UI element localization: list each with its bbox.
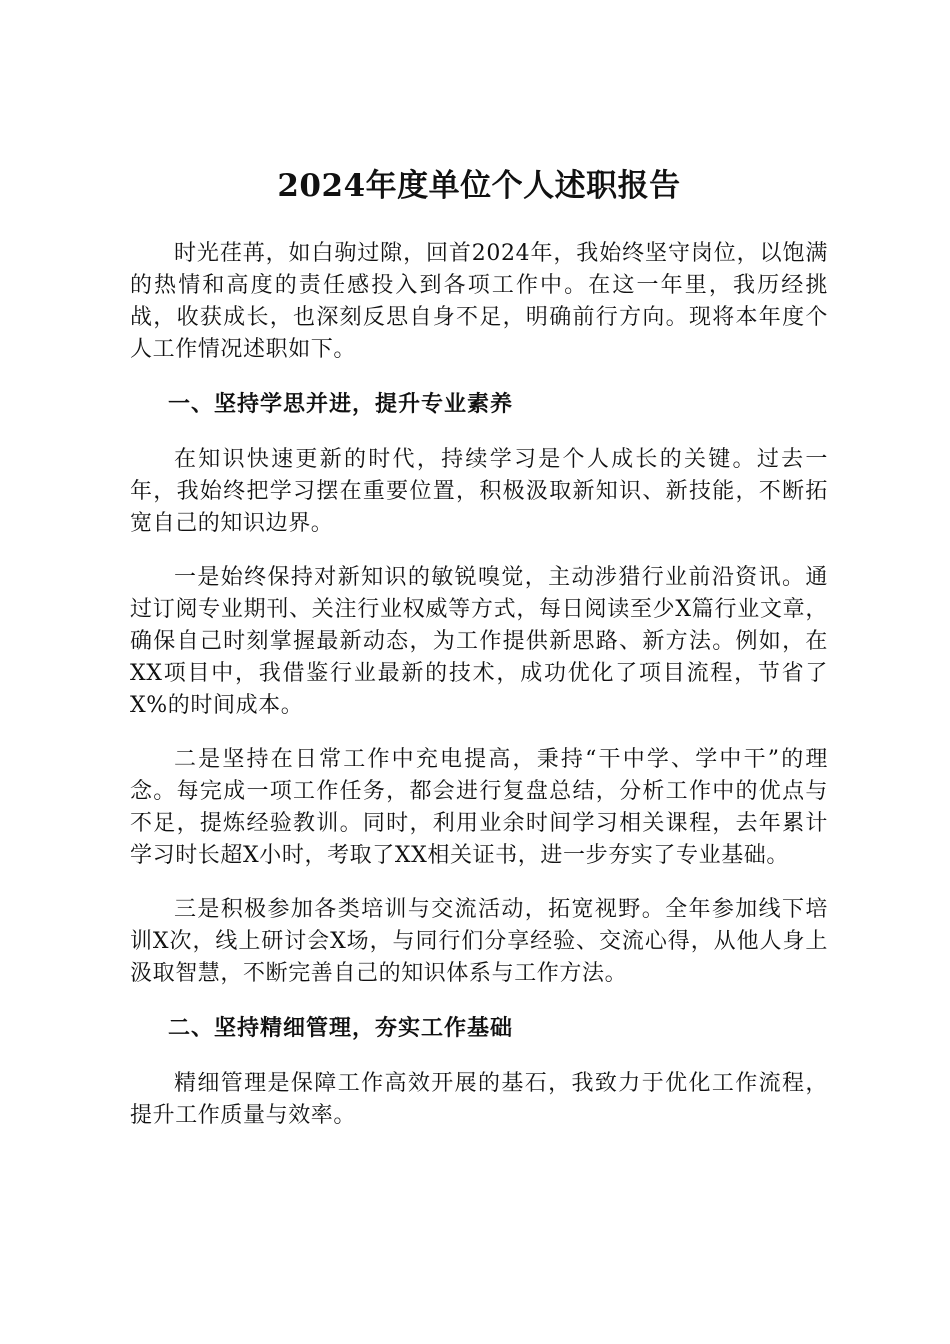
section-1-paragraph-1: 在知识快速更新的时代，持续学习是个人成长的关键。过去一年，我始终把学习摆在重要位置，积极汲取新知识、新技能，不断拓宽自己的知识边界。	[130, 447, 828, 536]
section-1-paragraph-4: 三是积极参加各类培训与交流活动，拓宽视野。全年参加线下培训X次，线上研讨会X场，与同行们分享经验、交流心得，从他人身上汲取智慧，不断完善自己的知识体系与工作方法。	[130, 897, 828, 986]
section-1-paragraph-3: 二是坚持在日常工作中充电提高，秉持“干中学、学中干”的理念。每完成一项工作任务，都会进行复盘总结，分析工作中的优点与不足，提炼经验教训。同时，利用业余时间学习相关课程，去年累计学习时长超X小时，考取了XX相关证书，进一步夯实了专业基础。	[130, 747, 828, 868]
section-1-heading: 一、坚持学思并进，提升专业素养	[168, 391, 514, 417]
intro-paragraph: 时光荏苒，如白驹过隙，回首2024年，我始终坚守岗位，以饱满的热情和高度的责任感投入到各项工作中。在这一年里，我历经挑战，收获成长，也深刻反思自身不足，明确前行方向。现将本年度个人工作情况述职如下。	[130, 241, 828, 362]
section-2-heading: 二、坚持精细管理，夯实工作基础	[168, 1015, 514, 1041]
section-2-paragraph-1: 精细管理是保障工作高效开展的基石，我致力于优化工作流程，提升工作质量与效率。	[130, 1071, 828, 1128]
section-1-paragraph-2: 一是始终保持对新知识的敏锐嗅觉，主动涉猎行业前沿资讯。通过订阅专业期刊、关注行业权威等方式，每日阅读至少X篇行业文章，确保自己时刻掌握最新动态，为工作提供新思路、新方法。例如，在XX项目中，我借鉴行业最新的技术，成功优化了项目流程，节省了X%的时间成本。	[130, 565, 828, 718]
document-title: 2024年度单位个人述职报告	[277, 168, 681, 204]
